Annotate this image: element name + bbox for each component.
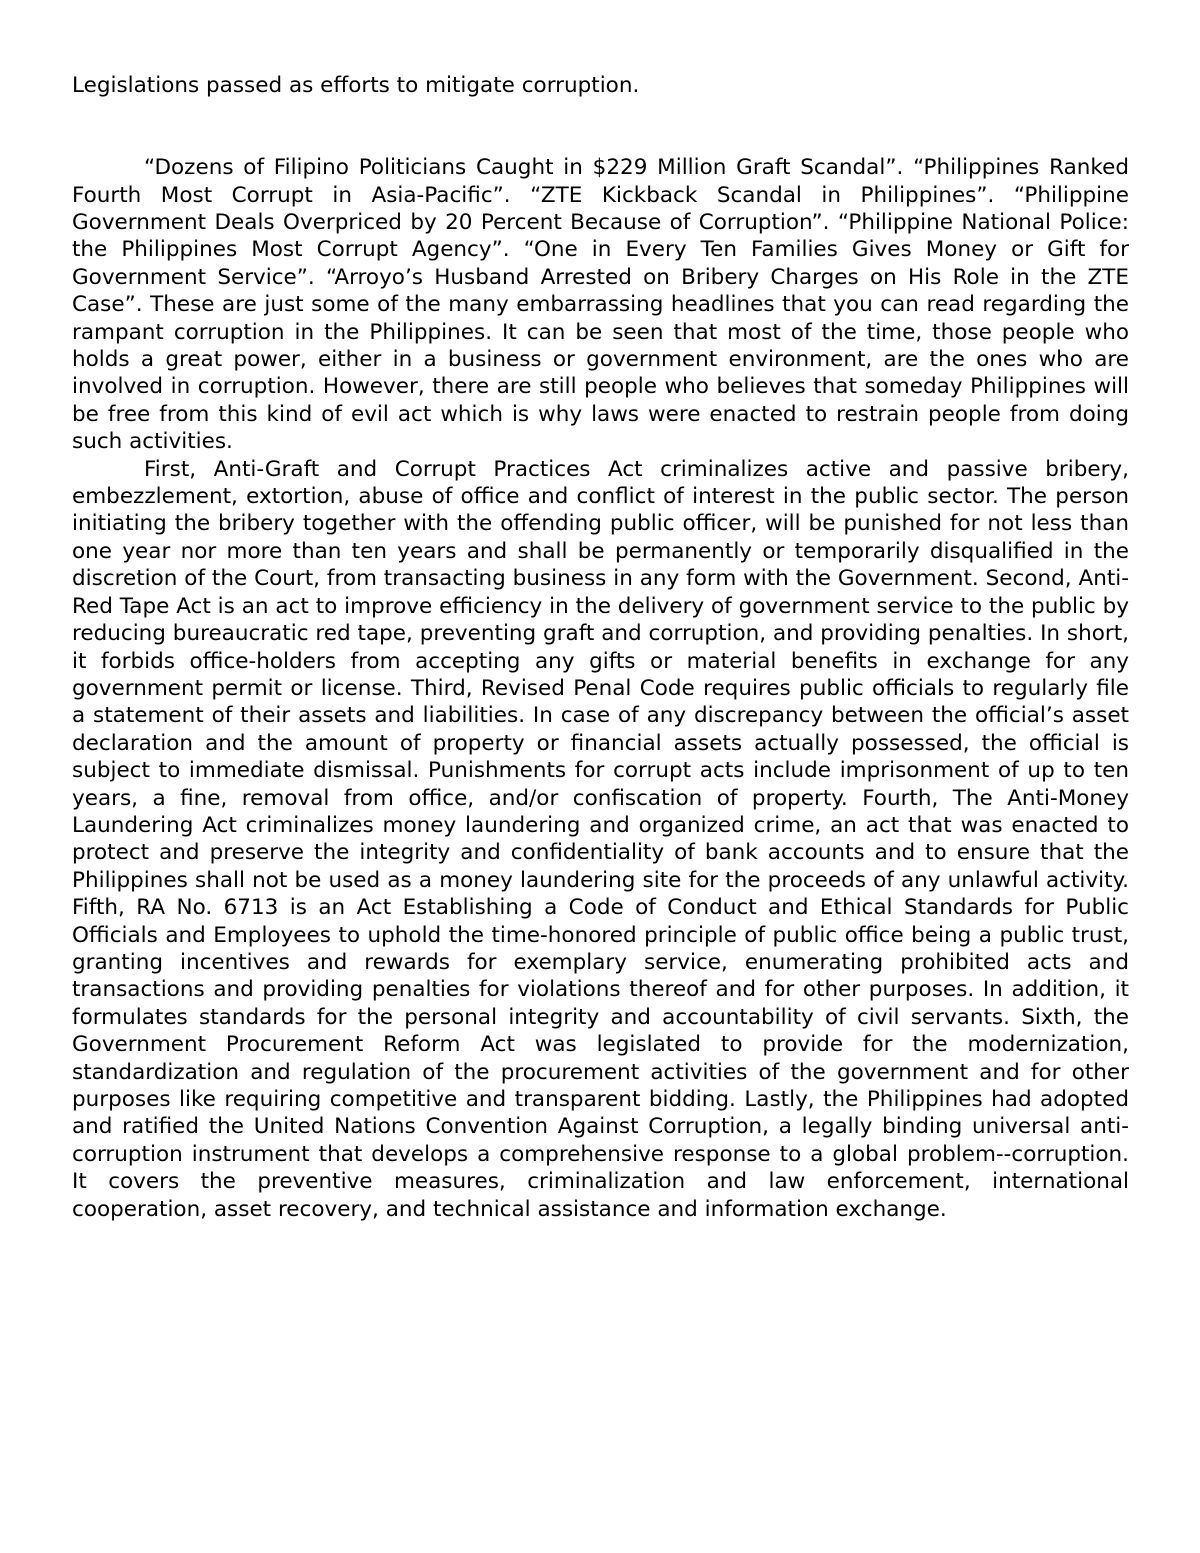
- document-body: [72, 72, 1129, 1223]
- paragraph-headlines: “Dozens of Filipino Politicians Caught in $229 Million Graft Scandal”. “Philippines Ranked Fourth Most Corrupt in Asia-Pacific”. “ZTE Kickback Scandal in Philippines”. “Philippine Government Deals Overpriced by 20 Percent Because of Corruption”. “Philippine National Police: the Philippines Most Corrupt Agency”. “One in Every Ten Families Gives Money or Gift for Government Service”. “Arroyo’s Husband Arrested on Bribery Charges on His Role in the ZTE Case”. These are just some of the many embarrassing headlines that you can read regarding the rampant corruption in the Philippines. It can be seen that most of the time, those people who holds a great power, either in a business or government environment, are the ones who are involved in corruption. However, there are still people who believes that someday Philippines will be free from this kind of evil act which is why laws were enacted to restrain people from doing such activities.: [72, 155, 1129, 455]
- paragraph-legislations: First, Anti-Graft and Corrupt Practices Act criminalizes active and passive bribery, embezzlement, extortion, abuse of office and conflict of interest in the public sector. The person initiating the bribery together with the offending public officer, will be punished for not less than one year nor more than ten years and shall be permanently or temporarily disqualified in the discretion of the Court, from transacting business in any form with the Government. Second, Anti-Red Tape Act is an act to improve efficiency in the delivery of government service to the public by reducing bureaucratic red tape, preventing graft and corruption, and providing penalties. In short, it forbids office-holders from accepting any gifts or material benefits in exchange for any government permit or license. Third, Revised Penal Code requires public officials to regularly file a statement of their assets and liabilities. In case of any discrepancy between the official’s asset declaration and the amount of property or financial assets actually possessed, the official is subject to immediate dismissal. Punishments for corrupt acts include imprisonment of up to ten years, a fine, removal from office, and/or confiscation of property. Fourth, The Anti-Money Laundering Act criminalizes money laundering and organized crime, an act that was enacted to protect and preserve the integrity and confidentiality of bank accounts and to ensure that the Philippines shall not be used as a money laundering site for the proceeds of any unlawful activity. Fifth, RA No. 6713 is an Act Establishing a Code of Conduct and Ethical Standards for Public Officials and Employees to uphold the time-honored principle of public office being a public trust, granting incentives and rewards for exemplary service, enumerating prohibited acts and transactions and providing penalties for violations thereof and for other purposes. In addition, it formulates standards for the personal integrity and accountability of civil servants. Sixth, the Government Procurement Reform Act was legislated to provide for the modernization, standardization and regulation of the procurement activities of the government and for other purposes like requiring competitive and transparent bidding. Lastly, the Philippines had adopted and ratified the United Nations Convention Against Corruption, a legally binding universal anti-corruption instrument that develops a comprehensive response to a global problem--corruption. It covers the preventive measures, criminalization and law enforcement, international cooperation, asset recovery, and technical assistance and information exchange.: [72, 456, 1129, 1222]
- document-heading: Legislations passed as efforts to mitigate corruption.: [72, 73, 640, 98]
